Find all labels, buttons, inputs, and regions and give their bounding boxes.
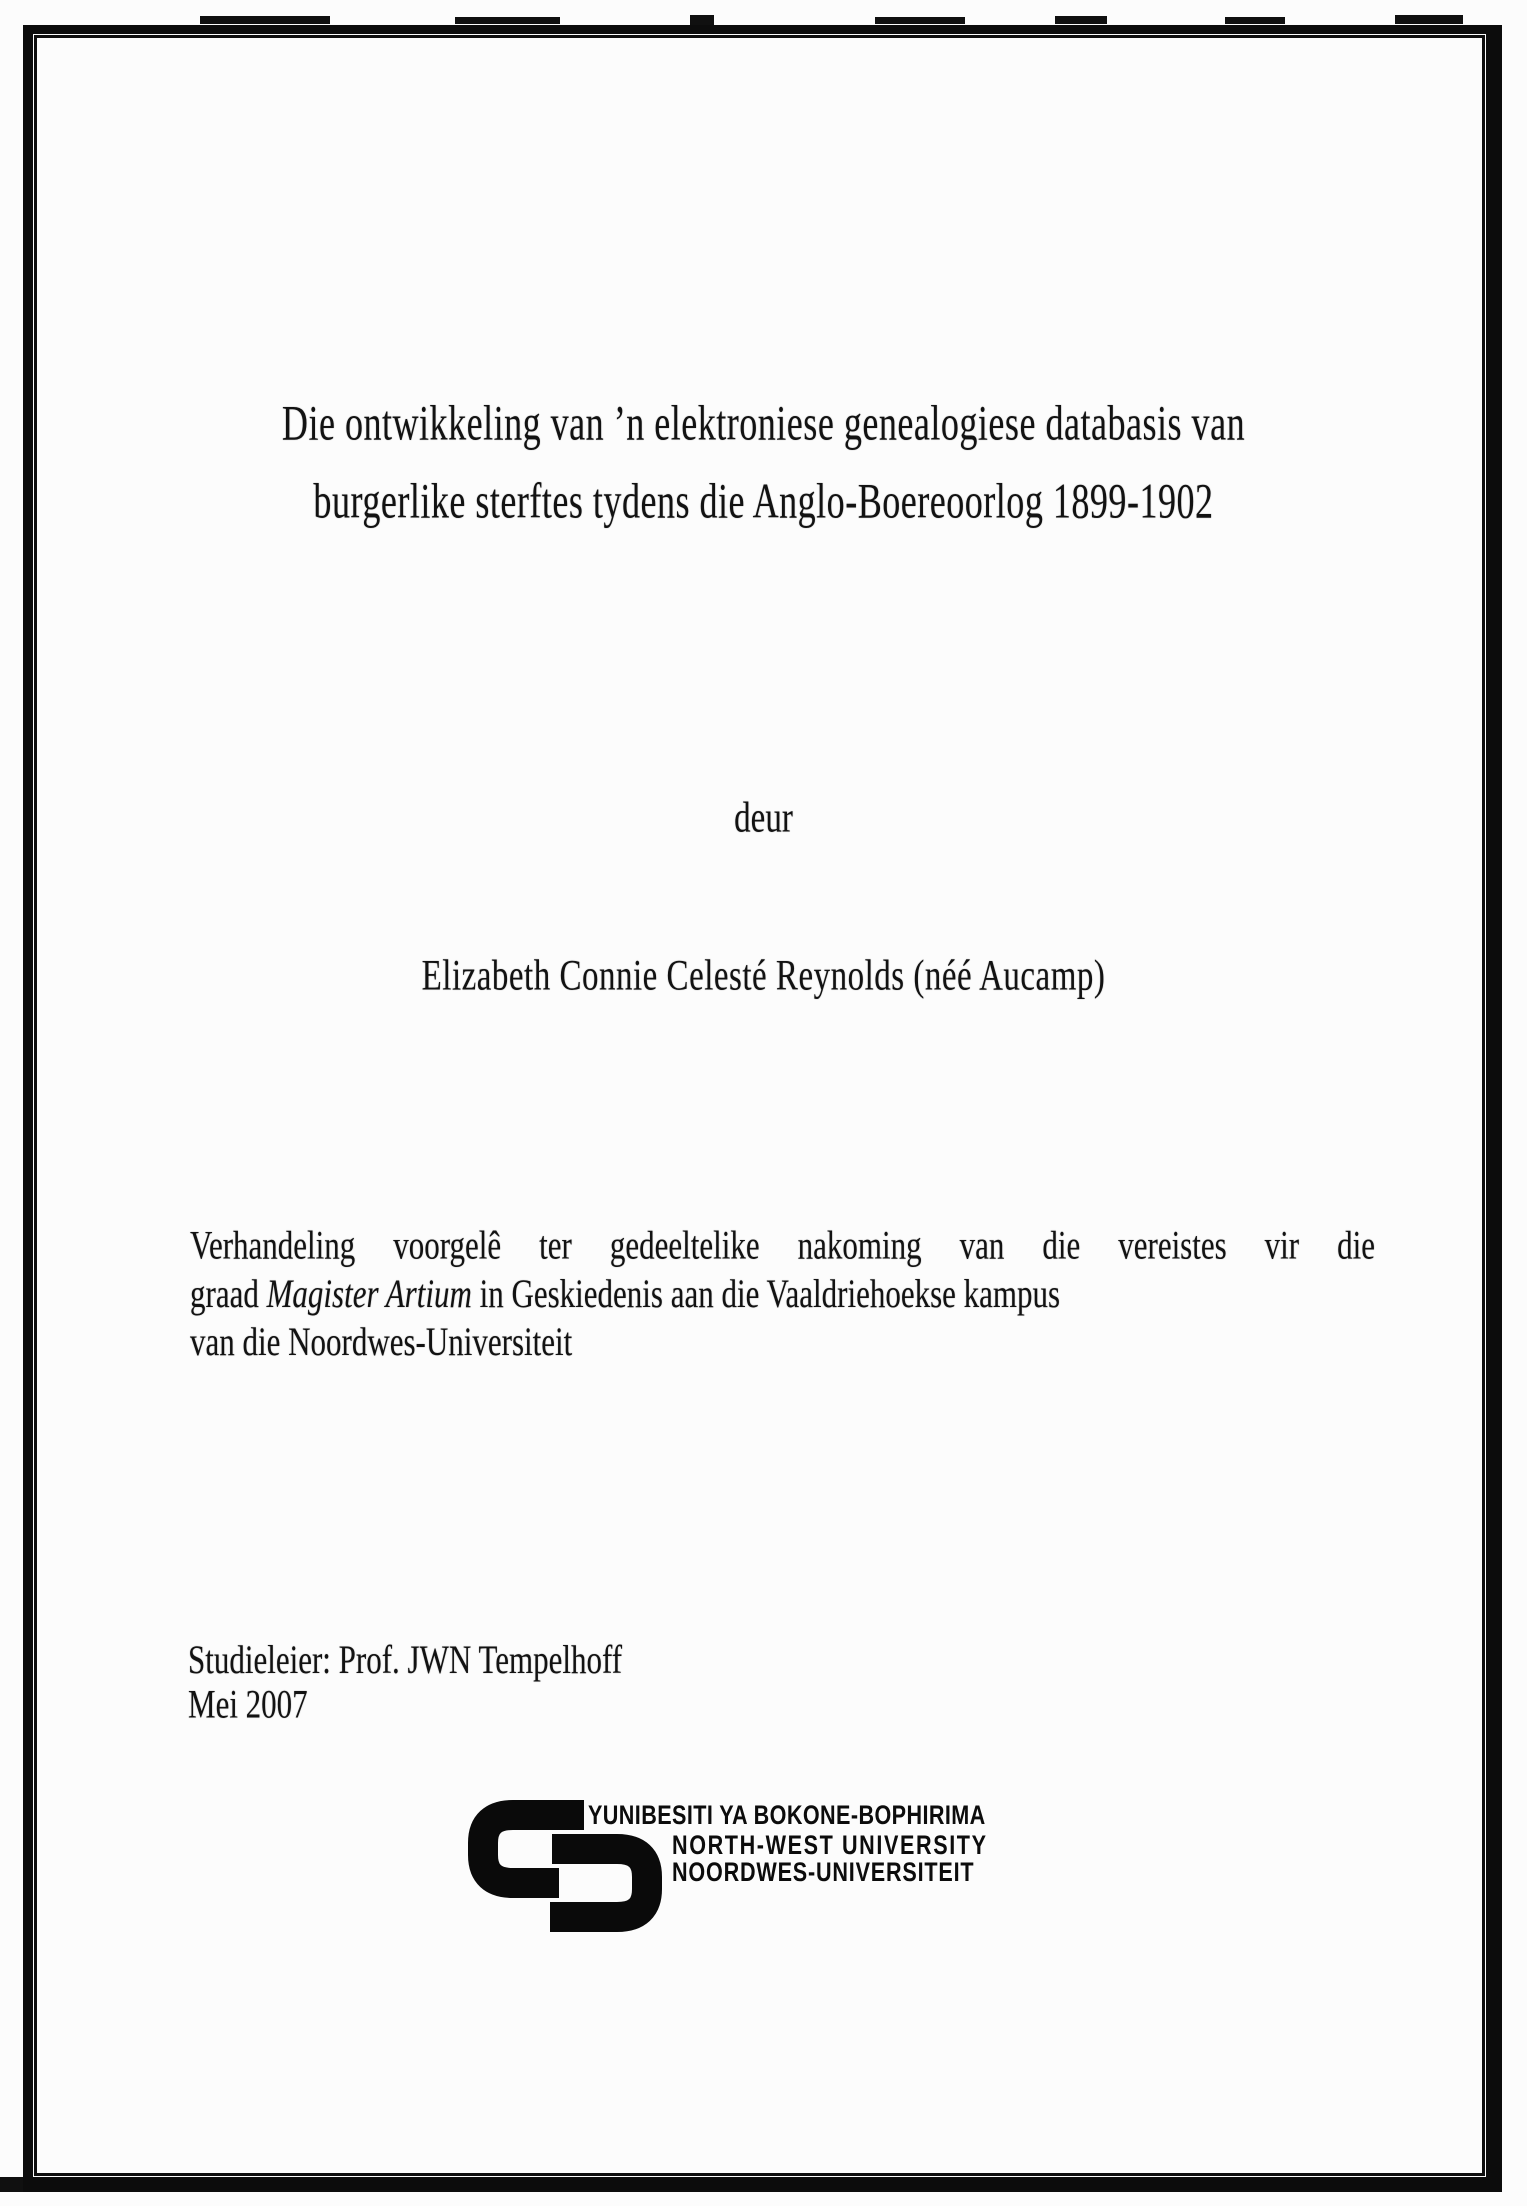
logo-text-setswana: YUNIBESITI YA BOKONE-BOPHIRIMA <box>588 1800 986 1830</box>
supervisor-block <box>188 1638 622 1726</box>
scan-noise-mark <box>200 16 330 24</box>
thesis-title-line-1: Die ontwikkeling van ’n elektroniese genealogiese databasis van <box>281 396 1246 452</box>
supervisor-line: Studieleier: Prof. JWN Tempelhoff <box>188 1636 623 1683</box>
degree-statement-line-2-prefix: graad <box>190 1270 267 1316</box>
date-line: Mei 2007 <box>188 1680 308 1727</box>
scan-noise-mark <box>875 17 965 24</box>
degree-name-italic: Magister Artium <box>266 1270 472 1316</box>
logo-text-english: NORTH-WEST UNIVERSITY <box>672 1830 988 1860</box>
thesis-title-line-2: burgerlike sterftes tydens die Anglo-Boereoorlog 1899-1902 <box>313 474 1214 530</box>
author-name: Elizabeth Connie Celesté Reynolds (néé Aucamp) <box>421 953 1106 1000</box>
degree-statement-line-3: van die Noordwes-Universiteit <box>190 1318 573 1364</box>
scan-noise-mark <box>690 15 714 25</box>
scan-noise-mark <box>455 17 560 24</box>
logo-text-afrikaans: NOORDWES-UNIVERSITEIT <box>672 1857 975 1887</box>
scan-noise-mark <box>1395 15 1463 24</box>
scan-noise-mark <box>1225 17 1285 24</box>
byline-label: deur <box>734 795 793 842</box>
thesis-title <box>38 385 1489 541</box>
degree-statement-line-1: Verhandeling voorgelê ter gedeeltelike nakoming van die vereistes vir die <box>190 1222 1375 1268</box>
scan-noise-mark <box>1055 16 1107 24</box>
degree-statement-line-2-suffix: in Geskiedenis aan die Vaaldriehoekse kampus <box>471 1270 1061 1316</box>
degree-statement <box>190 1221 1375 1365</box>
degree-statement-line-2 <box>190 1269 1375 1317</box>
